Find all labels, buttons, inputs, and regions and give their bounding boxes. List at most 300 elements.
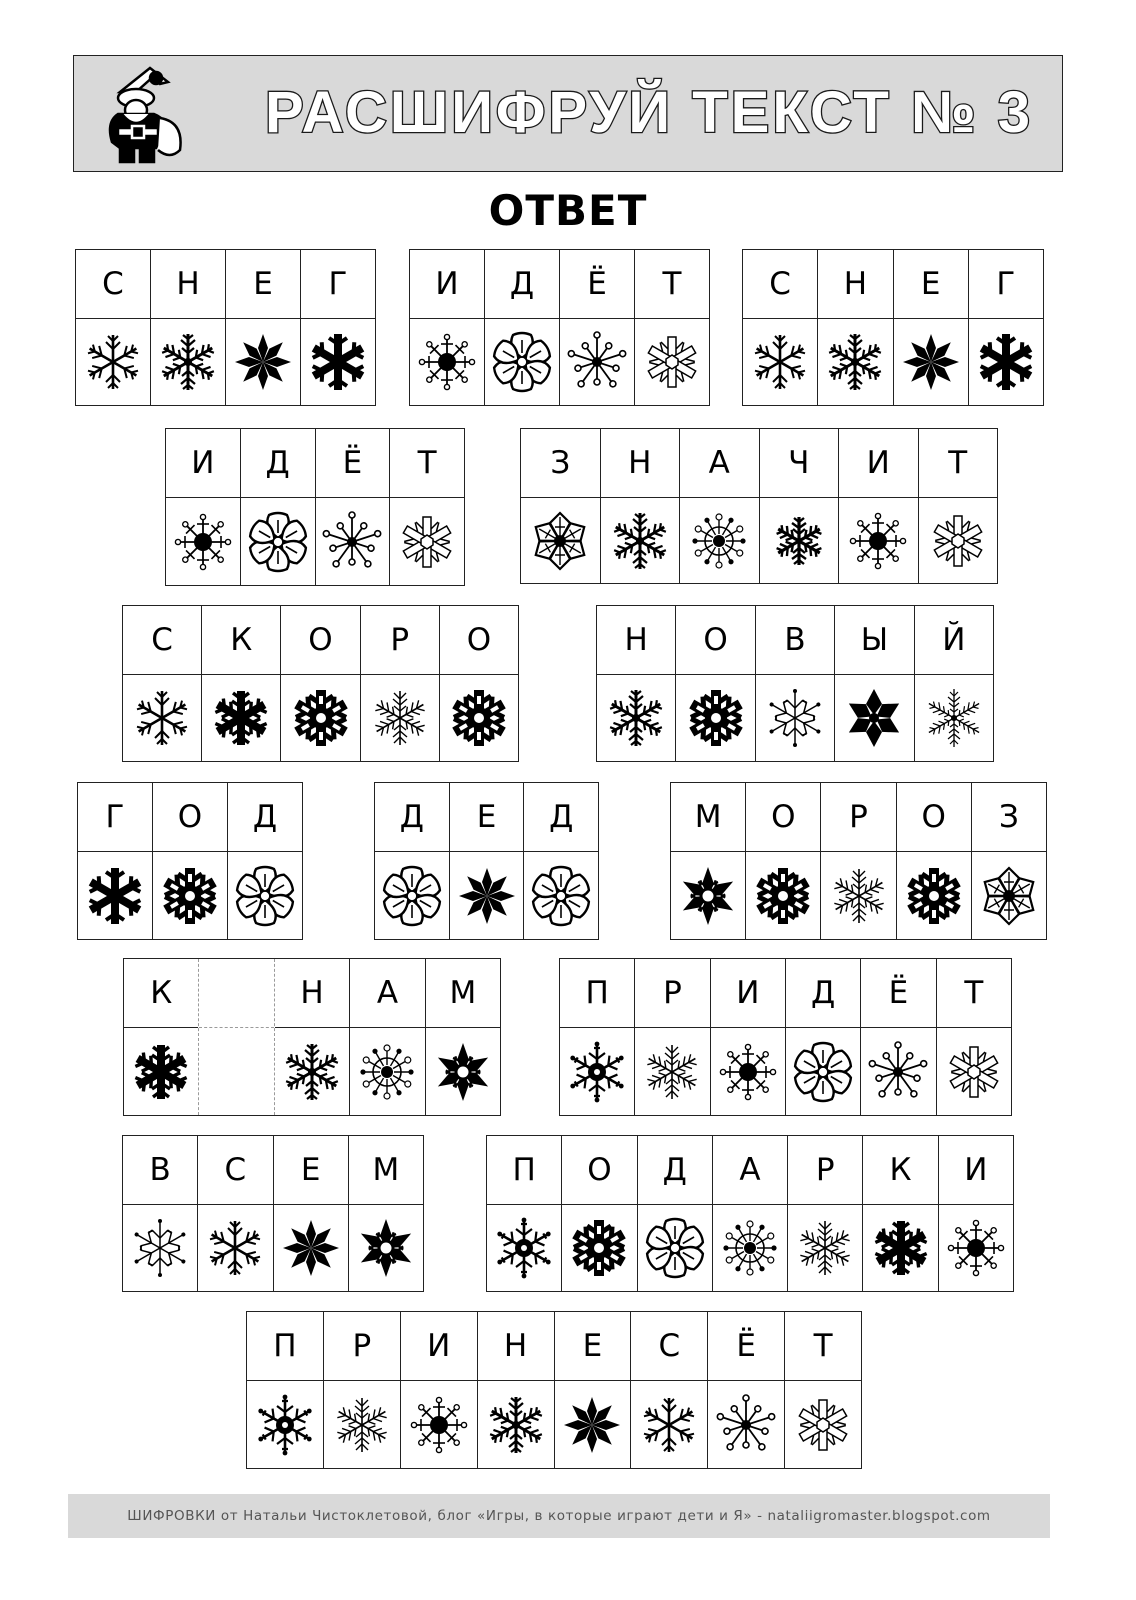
cell-snowflake (839, 498, 918, 583)
cell-snowflake (485, 319, 559, 405)
cell-snowflake (785, 1381, 861, 1468)
word-gap-cell (199, 959, 274, 1115)
letter-cell (350, 959, 425, 1115)
snowflake-m-icon (157, 863, 223, 929)
cell-letter: Н (151, 250, 225, 319)
word-box (123, 958, 501, 1116)
letter-cell (124, 959, 199, 1115)
cell-snowflake (818, 319, 892, 405)
cell-snowflake (680, 498, 759, 583)
cell-letter: С (123, 606, 201, 675)
cell-letter: С (631, 1312, 707, 1381)
snowflake-a-icon (80, 329, 146, 395)
cell-letter: Т (785, 1312, 861, 1381)
cell-letter: О (897, 783, 971, 852)
snowflake-f-icon (642, 1215, 708, 1281)
letter-cell (708, 1312, 785, 1468)
cell-snowflake (555, 1381, 631, 1468)
letter-cell (153, 783, 228, 939)
snowflake-l-icon (208, 685, 274, 751)
snowflake-e-icon (715, 1039, 781, 1105)
letter-cell (560, 250, 635, 405)
cell-snowflake (631, 1381, 707, 1468)
word-box (122, 605, 519, 762)
letter-cell (426, 959, 500, 1115)
letter-cell (746, 783, 821, 939)
snowflake-f-icon (232, 863, 298, 929)
snowflake-i-icon (527, 508, 593, 574)
letter-cell (676, 606, 755, 761)
cell-snowflake (153, 852, 227, 939)
cell-letter: В (123, 1136, 197, 1205)
snowflake-s-icon (491, 1215, 557, 1281)
cell-letter: Д (786, 959, 860, 1028)
snowflake-n-icon (367, 685, 433, 751)
letter-cell (76, 250, 151, 405)
letter-cell (760, 429, 840, 583)
snowflake-b-icon (155, 329, 221, 395)
cell-snowflake (361, 675, 439, 761)
letter-cell (638, 1136, 713, 1291)
snowflake-f-icon (245, 509, 311, 575)
snowflake-a-icon (129, 685, 195, 751)
letter-cell (316, 429, 391, 585)
letter-cell (123, 606, 202, 761)
cell-snowflake (410, 319, 484, 405)
cell-letter: О (153, 783, 227, 852)
cell-letter: Ч (760, 429, 839, 498)
word-box (596, 605, 994, 762)
snowflake-i-icon (976, 863, 1042, 929)
letter-cell (478, 1312, 555, 1468)
cell-snowflake (375, 852, 449, 939)
cell-letter: П (560, 959, 634, 1028)
cell-snowflake (521, 498, 600, 583)
snowflake-f-icon (528, 863, 594, 929)
cell-snowflake (897, 852, 971, 939)
cell-snowflake (426, 1028, 500, 1115)
cell-snowflake (390, 498, 464, 585)
snowflake-o-icon (762, 685, 828, 751)
letter-cell (521, 429, 601, 583)
cell-snowflake (821, 852, 895, 939)
answer-heading: ОТВЕТ (488, 186, 648, 235)
cell-letter: Р (788, 1136, 862, 1205)
letter-cell (785, 1312, 861, 1468)
snowflake-j-icon (717, 1215, 783, 1281)
cell-snowflake (786, 1028, 860, 1115)
letter-cell (555, 1312, 632, 1468)
cell-letter: С (743, 250, 817, 319)
letter-cell (401, 1312, 478, 1468)
cell-letter: Т (635, 250, 709, 319)
snowflake-a-icon (747, 329, 813, 395)
cell-snowflake (151, 319, 225, 405)
cell-snowflake (202, 675, 280, 761)
snowflake-g-icon (865, 1039, 931, 1105)
cell-snowflake (275, 1028, 349, 1115)
cell-letter: В (756, 606, 834, 675)
cell-letter: З (521, 429, 600, 498)
cell-letter: И (410, 250, 484, 319)
letter-cell (560, 959, 635, 1115)
cell-snowflake (440, 675, 518, 761)
cell-snowflake (638, 1205, 712, 1291)
cell-letter: Е (226, 250, 300, 319)
word-box (559, 958, 1012, 1116)
cell-snowflake (788, 1205, 862, 1291)
cell-letter: Н (601, 429, 680, 498)
cell-letter: Т (390, 429, 464, 498)
snowflake-o-icon (127, 1215, 193, 1281)
cell-snowflake (487, 1205, 561, 1291)
cell-letter: Н (818, 250, 892, 319)
snowflake-m-icon (750, 863, 816, 929)
title-banner (73, 55, 1063, 172)
cell-snowflake (861, 1028, 935, 1115)
snowflake-m-icon (901, 863, 967, 929)
cell-snowflake (676, 675, 754, 761)
letter-cell (78, 783, 153, 939)
snowflake-l-icon (128, 1039, 194, 1105)
letter-cell (274, 1136, 349, 1291)
letter-cell (788, 1136, 863, 1291)
cell-snowflake (756, 675, 834, 761)
cell-snowflake (124, 1028, 198, 1115)
snowflake-e-icon (170, 509, 236, 575)
letter-cell (680, 429, 760, 583)
cell-snowflake (316, 498, 390, 585)
cell-snowflake (281, 675, 359, 761)
snowflake-b-icon (483, 1392, 549, 1458)
letter-cell (601, 429, 681, 583)
letter-cell (241, 429, 316, 585)
cell-letter: М (671, 783, 745, 852)
cell-snowflake (919, 498, 998, 583)
cell-letter: Ё (316, 429, 390, 498)
cell-letter: Д (241, 429, 315, 498)
cell-letter: С (198, 1136, 272, 1205)
cell-letter: И (166, 429, 240, 498)
cell-letter: Е (555, 1312, 631, 1381)
snowflake-r-icon (353, 1215, 419, 1281)
letter-cell (635, 959, 710, 1115)
snowflake-f-icon (489, 329, 555, 395)
letter-cell (756, 606, 835, 761)
letter-cell (198, 1136, 273, 1291)
cell-letter: Е (274, 1136, 348, 1205)
snowflake-n-icon (826, 863, 892, 929)
cell-letter: Г (969, 250, 1043, 319)
letter-cell (375, 783, 450, 939)
letter-cell (863, 1136, 938, 1291)
letter-cell (390, 429, 464, 585)
cell-letter: П (247, 1312, 323, 1381)
cell-snowflake (972, 852, 1046, 939)
word-box (246, 1311, 862, 1469)
cell-snowflake (166, 498, 240, 585)
snowflake-m-icon (446, 685, 512, 751)
letter-cell (818, 250, 893, 405)
word-box (374, 782, 599, 940)
cell-snowflake (760, 498, 839, 583)
cell-letter (199, 959, 273, 1028)
word-box (122, 1135, 424, 1292)
title-text-graphic (74, 56, 1061, 170)
cell-snowflake (743, 319, 817, 405)
snowflake-d-icon (973, 329, 1039, 395)
word-box (486, 1135, 1014, 1292)
cell-letter: Р (324, 1312, 400, 1381)
snowflake-n-icon (329, 1392, 395, 1458)
letter-cell (226, 250, 301, 405)
cell-letter: Д (638, 1136, 712, 1205)
word-box (77, 782, 303, 940)
letter-cell (897, 783, 972, 939)
cell-snowflake (241, 498, 315, 585)
cell-letter: М (426, 959, 500, 1028)
cell-letter: П (487, 1136, 561, 1205)
snowflake-f-icon (379, 863, 445, 929)
cell-letter: Е (450, 783, 524, 852)
cell-snowflake (560, 319, 634, 405)
letter-cell (440, 606, 518, 761)
cell-snowflake (478, 1381, 554, 1468)
snowflake-e-icon (943, 1215, 1009, 1281)
cell-letter: Ы (835, 606, 913, 675)
letter-cell (786, 959, 861, 1115)
snowflake-b-icon (603, 685, 669, 751)
letter-cell (228, 783, 302, 939)
cell-snowflake (247, 1381, 323, 1468)
cell-snowflake (226, 319, 300, 405)
letter-cell (349, 1136, 423, 1291)
snowflake-h-icon (941, 1039, 1007, 1105)
snowflake-n-icon (792, 1215, 858, 1281)
snowflake-e-icon (414, 329, 480, 395)
snowflake-h-icon (790, 1392, 856, 1458)
cell-letter: И (939, 1136, 1013, 1205)
cell-snowflake (324, 1381, 400, 1468)
snowflake-q-icon (921, 685, 987, 751)
word-box (409, 249, 710, 406)
letter-cell (711, 959, 786, 1115)
snowflake-c-icon (559, 1392, 625, 1458)
snowflake-p-icon (841, 685, 907, 751)
cell-letter: З (972, 783, 1046, 852)
letter-cell (281, 606, 360, 761)
snowflake-c-icon (454, 863, 520, 929)
cell-snowflake (350, 1028, 424, 1115)
snowflake-e-icon (845, 508, 911, 574)
cell-letter: А (680, 429, 759, 498)
cell-snowflake (198, 1205, 272, 1291)
cell-snowflake (711, 1028, 785, 1115)
cell-snowflake (76, 319, 150, 405)
cell-snowflake (635, 319, 709, 405)
cell-letter: Т (919, 429, 998, 498)
letter-cell (361, 606, 440, 761)
snowflake-d-icon (305, 329, 371, 395)
snowflake-h-icon (394, 509, 460, 575)
cell-letter: Ё (560, 250, 634, 319)
cell-snowflake (349, 1205, 423, 1291)
cell-letter: Д (228, 783, 302, 852)
cell-letter: И (401, 1312, 477, 1381)
snowflake-r-icon (675, 863, 741, 929)
cell-letter: Н (275, 959, 349, 1028)
letter-cell (151, 250, 226, 405)
snowflake-r-icon (430, 1039, 496, 1105)
snowflake-d-icon (82, 863, 148, 929)
snowflake-s-icon (252, 1392, 318, 1458)
letter-cell (713, 1136, 788, 1291)
snowflake-g-icon (713, 1392, 779, 1458)
cell-letter: Н (597, 606, 675, 675)
cell-letter: Д (485, 250, 559, 319)
snowflake-k-icon (766, 508, 832, 574)
snowflake-c-icon (230, 329, 296, 395)
cell-snowflake (863, 1205, 937, 1291)
letter-cell (835, 606, 914, 761)
cell-snowflake (562, 1205, 636, 1291)
letter-cell (487, 1136, 562, 1291)
letter-cell (301, 250, 375, 405)
cell-letter: О (562, 1136, 636, 1205)
snowflake-a-icon (202, 1215, 268, 1281)
letter-cell (485, 250, 560, 405)
cell-snowflake (635, 1028, 709, 1115)
cell-snowflake (894, 319, 968, 405)
snowflake-g-icon (564, 329, 630, 395)
cell-snowflake (601, 498, 680, 583)
cell-letter: Г (78, 783, 152, 852)
cell-snowflake (713, 1205, 787, 1291)
cell-snowflake (301, 319, 375, 405)
word-box (520, 428, 998, 584)
cell-letter: Н (478, 1312, 554, 1381)
cell-snowflake (78, 852, 152, 939)
letter-cell (894, 250, 969, 405)
letter-cell (524, 783, 598, 939)
cell-snowflake (708, 1381, 784, 1468)
snowflake-j-icon (354, 1039, 420, 1105)
cell-letter: А (713, 1136, 787, 1205)
letter-cell (631, 1312, 708, 1468)
cell-letter: М (349, 1136, 423, 1205)
cell-snowflake (228, 852, 302, 939)
snowflake-f-icon (790, 1039, 856, 1105)
cell-snowflake (835, 675, 913, 761)
page-title: РАСШИФРУЙ ТЕКСТ № 3 (265, 80, 1033, 145)
cell-snowflake (671, 852, 745, 939)
cell-letter: О (281, 606, 359, 675)
letter-cell (743, 250, 818, 405)
letter-cell (839, 429, 919, 583)
snowflake-b-icon (822, 329, 888, 395)
snowflake-a-icon (636, 1392, 702, 1458)
cell-letter: Ё (708, 1312, 784, 1381)
letter-cell (671, 783, 746, 939)
letter-cell (937, 959, 1011, 1115)
letter-cell (939, 1136, 1013, 1291)
cell-letter: К (863, 1136, 937, 1205)
letter-cell (915, 606, 993, 761)
cell-letter: Ё (861, 959, 935, 1028)
letter-cell (324, 1312, 401, 1468)
letter-cell (202, 606, 281, 761)
cell-letter: О (746, 783, 820, 852)
snowflake-b-icon (607, 508, 673, 574)
footer-credit: ШИФРОВКИ от Натальи Чистоклетовой, блог «Игры, в которые играют дети и Я» - nataliigromaster.blogspot.com (68, 1494, 1050, 1538)
cell-letter: К (124, 959, 198, 1028)
cell-letter: Р (361, 606, 439, 675)
cell-letter: О (676, 606, 754, 675)
cell-snowflake (401, 1381, 477, 1468)
snowflake-m-icon (566, 1215, 632, 1281)
cell-snowflake (937, 1028, 1011, 1115)
cell-letter: О (440, 606, 518, 675)
word-box (742, 249, 1044, 406)
cell-letter: Р (821, 783, 895, 852)
snowflake-m-icon (683, 685, 749, 751)
cell-letter: И (839, 429, 918, 498)
cell-snowflake (199, 1028, 273, 1115)
letter-cell (821, 783, 896, 939)
snowflake-c-icon (898, 329, 964, 395)
letter-cell (275, 959, 350, 1115)
cell-letter: Г (301, 250, 375, 319)
cell-snowflake (915, 675, 993, 761)
cell-letter: Д (375, 783, 449, 852)
letter-cell (247, 1312, 324, 1468)
cell-letter: И (711, 959, 785, 1028)
snowflake-m-icon (288, 685, 354, 751)
cell-snowflake (123, 1205, 197, 1291)
word-box (670, 782, 1047, 940)
snowflake-s-icon (564, 1039, 630, 1105)
snowflake-n-icon (639, 1039, 705, 1105)
snowflake-b-icon (279, 1039, 345, 1105)
letter-cell (919, 429, 998, 583)
cell-letter: Р (635, 959, 709, 1028)
cell-snowflake (939, 1205, 1013, 1291)
cell-snowflake (274, 1205, 348, 1291)
cell-letter: К (202, 606, 280, 675)
cell-letter: Д (524, 783, 598, 852)
cell-snowflake (450, 852, 524, 939)
letter-cell (972, 783, 1046, 939)
snowflake-j-icon (686, 508, 752, 574)
snowflake-h-icon (925, 508, 991, 574)
letter-cell (861, 959, 936, 1115)
snowflake-e-icon (406, 1392, 472, 1458)
cell-snowflake (746, 852, 820, 939)
word-box (75, 249, 376, 406)
letter-cell (123, 1136, 198, 1291)
cell-snowflake (969, 319, 1043, 405)
snowflake-c-icon (278, 1215, 344, 1281)
letter-cell (635, 250, 709, 405)
letter-cell (410, 250, 485, 405)
cell-snowflake (524, 852, 598, 939)
word-box (165, 428, 465, 586)
letter-cell (562, 1136, 637, 1291)
letter-cell (969, 250, 1043, 405)
snowflake-h-icon (639, 329, 705, 395)
cell-letter: Е (894, 250, 968, 319)
snowflake-g-icon (319, 509, 385, 575)
